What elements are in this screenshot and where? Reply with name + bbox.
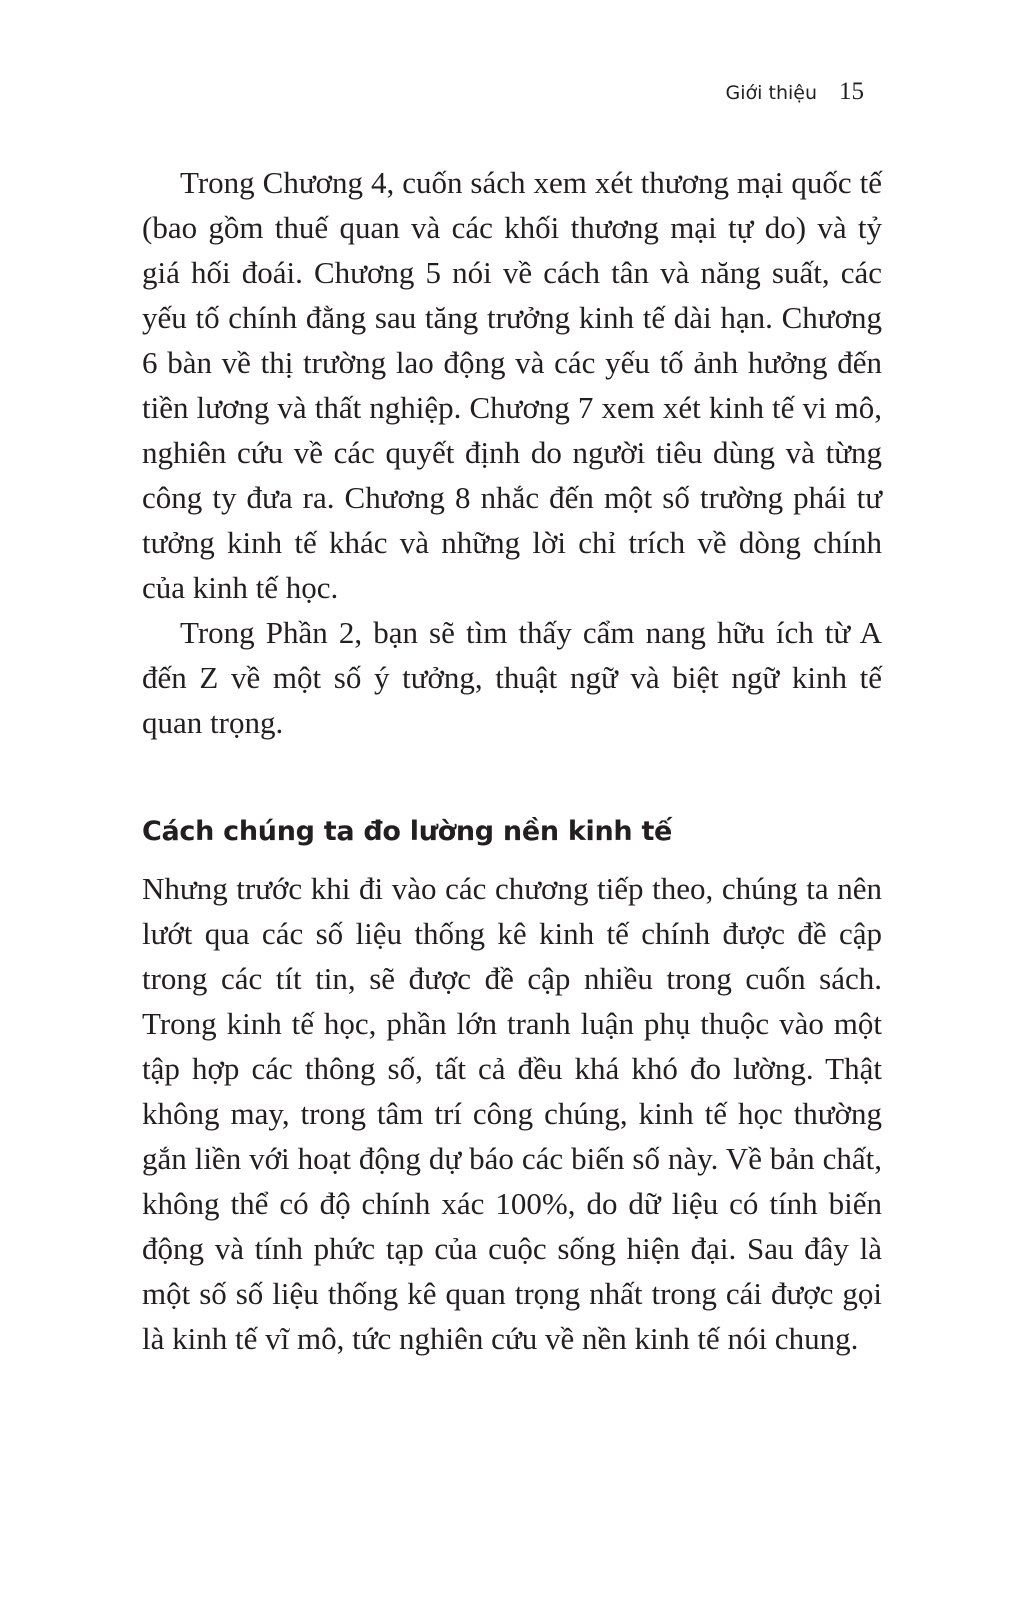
- measurement-text-block: [142, 866, 882, 1361]
- running-head-section: Giới thiệu: [725, 82, 817, 104]
- paragraph-measurement: Nhưng trước khi đi vào các chương tiếp theo, chúng ta nên lướt qua các số liệu thống kê kinh tế chính được đề cập trong các tít tin, sẽ được đề cập nhiều trong cuốn sách. Trong kinh tế học, phần lớn tranh luận phụ thuộc vào một tập hợp các thông số, tất cả đều khá khó đo lường. Thật không may, trong tâm trí công chúng, kinh tế học thường gắn liền với hoạt động dự báo các biến số này. Về bản chất, không thể có độ chính xác 100%, do dữ liệu có tính biến động và tính phức tạp của cuộc sống hiện đại. Sau đây là một số số liệu thống kê quan trọng nhất trong cái được gọi là kinh tế vĩ mô, tức nghiên cứu về nền kinh tế nói chung.: [142, 871, 882, 1356]
- page-number: 15: [839, 78, 864, 105]
- running-head: [726, 78, 864, 106]
- section-heading: Cách chúng ta đo lường nền kinh tế: [142, 816, 673, 847]
- paragraph-part-2: Trong Phần 2, bạn sẽ tìm thấy cẩm nang hữu ích từ A đến Z về một số ý tưởng, thuật ngữ và biệt ngữ kinh tế quan trọng.: [142, 615, 882, 740]
- paragraph-chapters-overview: Trong Chương 4, cuốn sách xem xét thương mại quốc tế (bao gồm thuế quan và các khối thương mại tự do) và tỷ giá hối đoái. Chương 5 nói về cách tân và năng suất, các yếu tố chính đằng sau tăng trưởng kinh tế dài hạn. Chương 6 bàn về thị trường lao động và các yếu tố ảnh hưởng đến tiền lương và thất nghiệp. Chương 7 xem xét kinh tế vi mô, nghiên cứu về các quyết định do người tiêu dùng và từng công ty đưa ra. Chương 8 nhắc đến một số trường phái tư tưởng kinh tế khác và những lời chỉ trích về dòng chính của kinh tế học.: [142, 165, 882, 605]
- intro-text-block: [142, 160, 882, 745]
